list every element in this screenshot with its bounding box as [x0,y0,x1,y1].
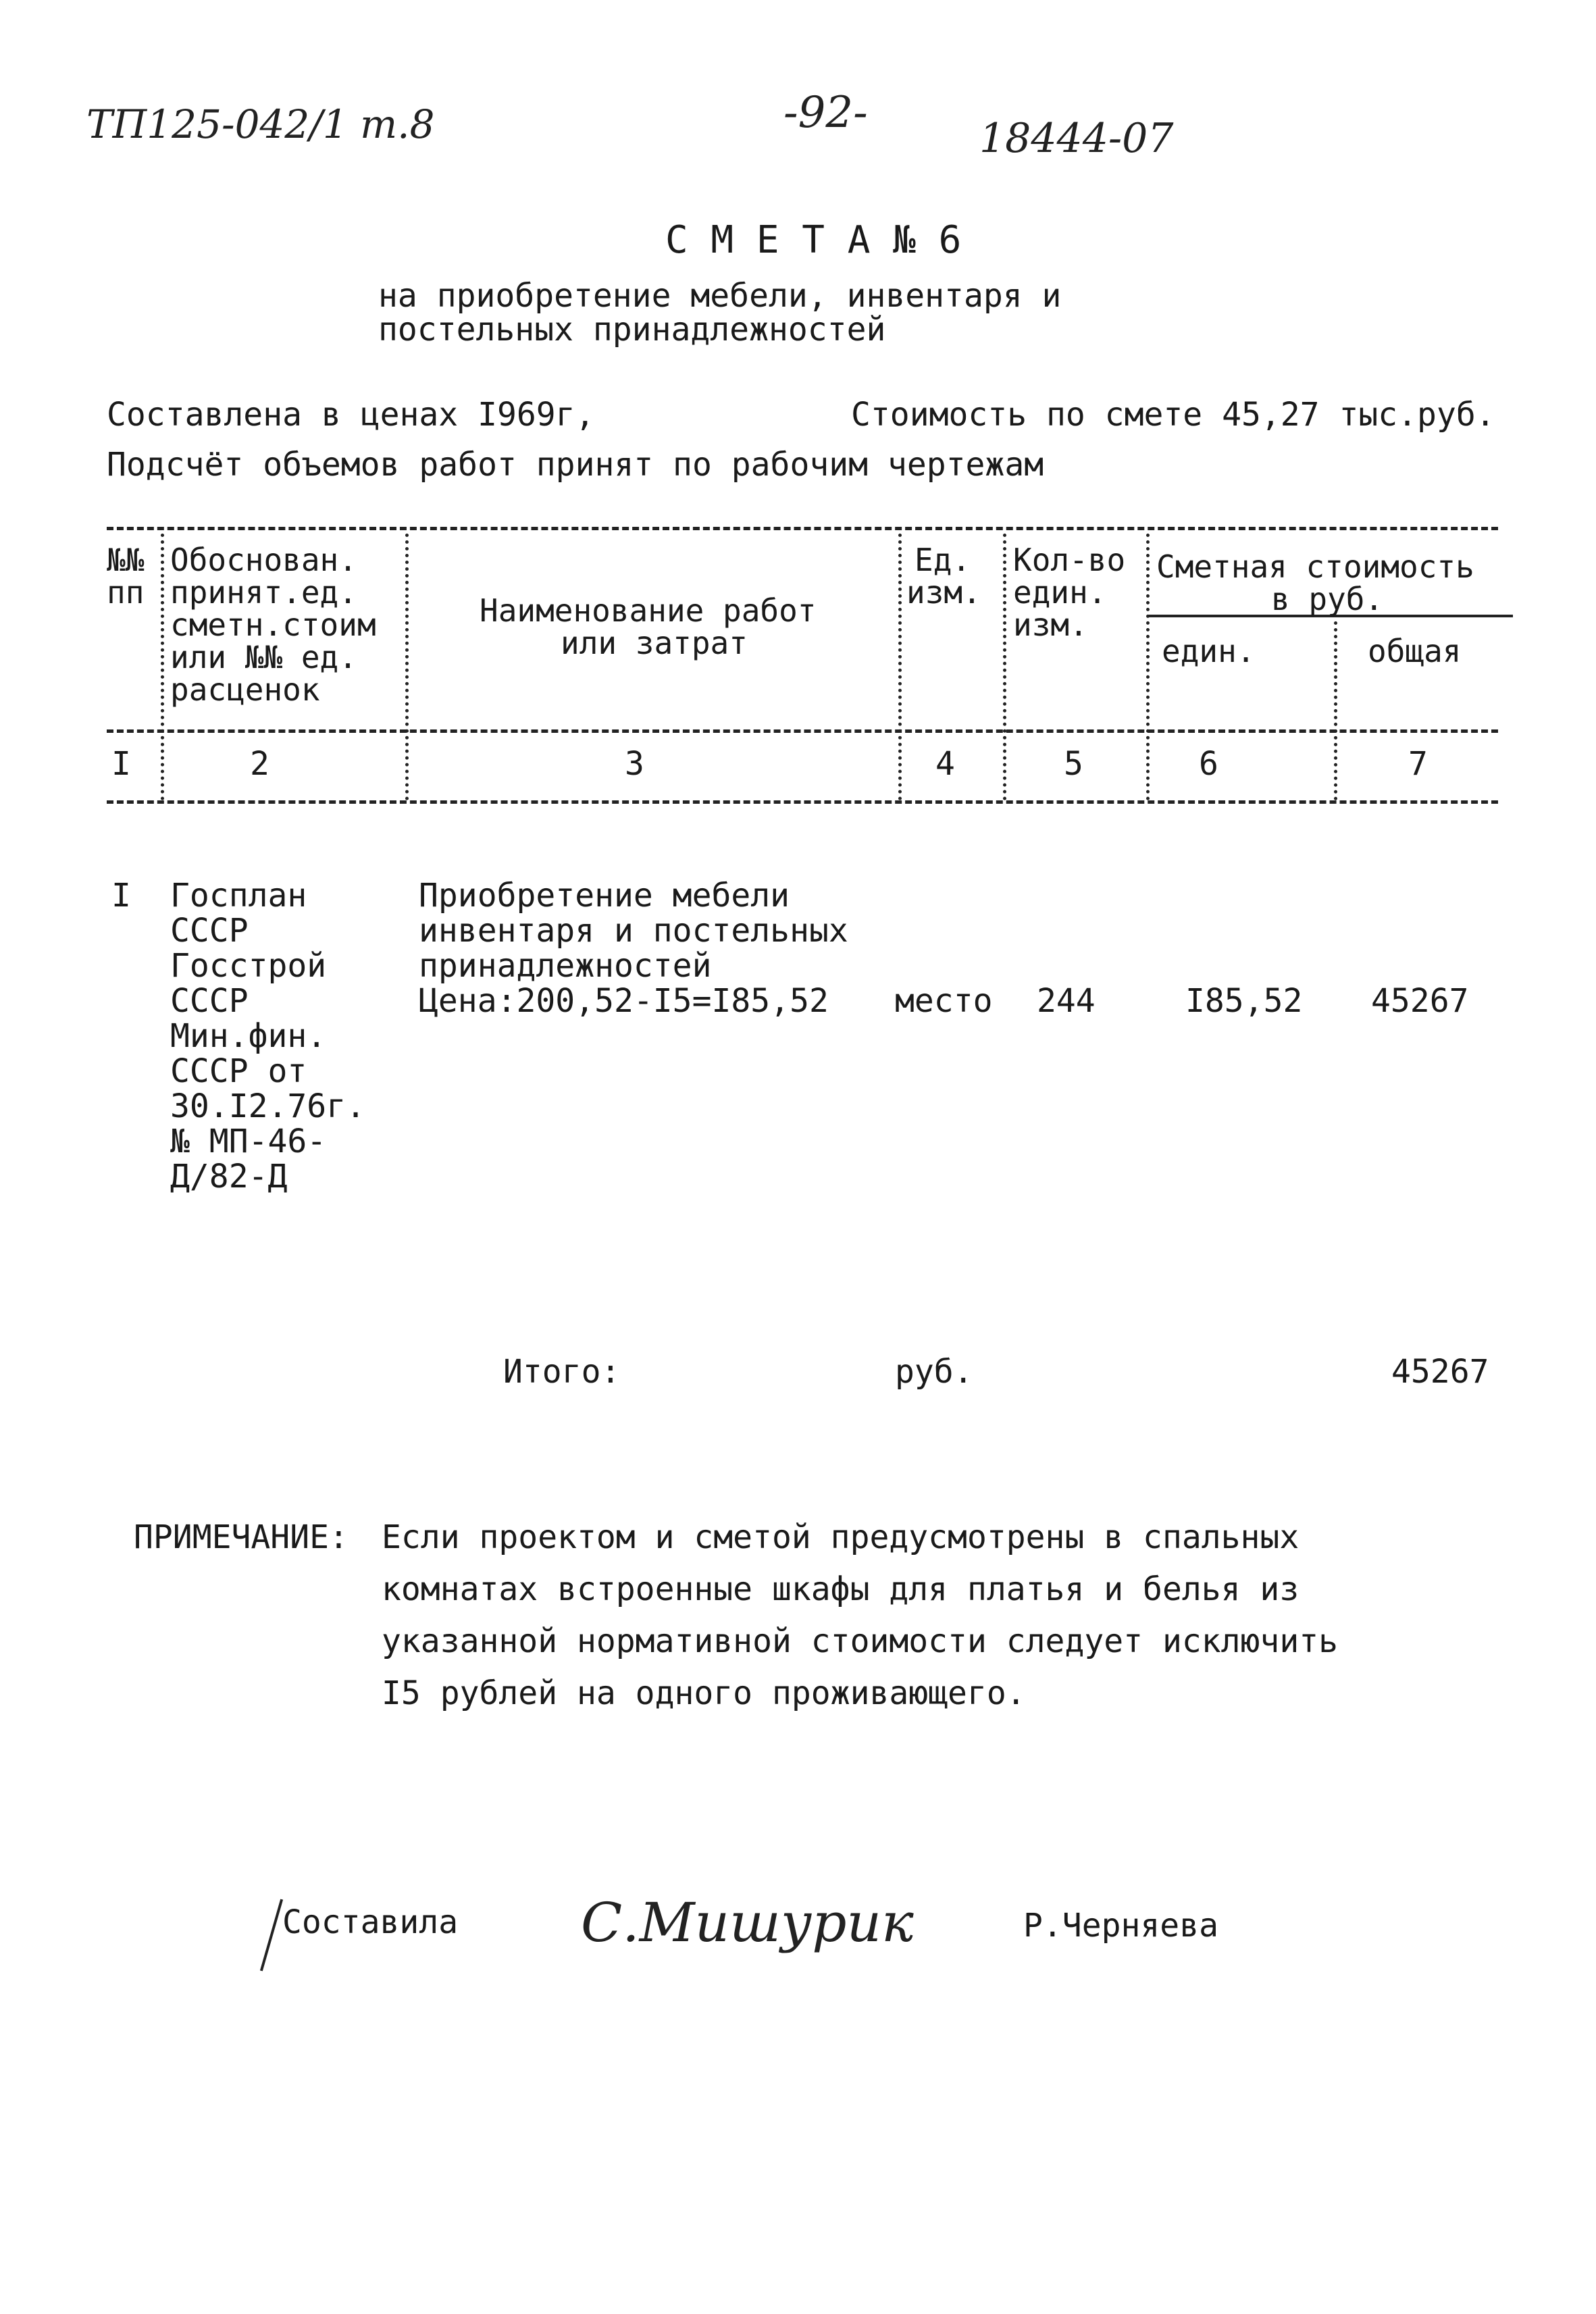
col-separator-4 [1003,534,1006,800]
document-title: С М Е Т А № 6 [665,218,962,262]
row-work-name-line: Приобретение мебели [419,877,790,915]
note-label: ПРИМЕЧАНИЕ: [134,1518,349,1556]
header-basis-line: Обоснован. [170,542,357,578]
handwritten-signature: С.Мишурик [581,1891,914,1954]
column-number: I [111,745,131,783]
row-work-name [419,878,848,1019]
row-basis-line: 30.I2.76г. [170,1087,365,1125]
table-top-rule [107,527,1498,530]
row-basis-line: СССР [170,982,249,1020]
note-text-line1: Если проектом и сметой предусмотрены в спальных [382,1518,1299,1556]
page-number: -92- [783,88,868,138]
total-label: Итого: [503,1353,621,1391]
header-quantity [1013,544,1125,641]
document-subtitle-line2: постельных принадлежностей [378,311,886,349]
col-separator-6 [1334,621,1337,800]
row-basis [170,878,365,1194]
header-work-name [480,594,817,659]
header-cost-group-line: в руб. [1271,581,1384,617]
header-work-name-line: или затрат [561,625,748,661]
row-quantity: 244 [1037,982,1096,1020]
inventory-number: 18444-07 [979,115,1174,162]
row-unit: место [895,982,993,1020]
header-quantity-line: един. [1013,574,1107,611]
signature-role: Составила [282,1903,459,1941]
header-basis-line: расценок [170,671,320,708]
signature-name: Р.Черняева [1023,1907,1218,1945]
row-number: I [111,877,131,915]
header-quantity-line: Кол-во [1013,542,1126,578]
row-basis-line: Госплан [170,877,307,915]
header-unit-line: Ед. [915,542,971,578]
column-number: 4 [935,745,955,783]
total-value: 45267 [1391,1353,1489,1391]
header-cost-group-line: Сметная стоимость [1156,548,1474,585]
note-text-line2: комнатах встроенные шкафы для платья и белья из [382,1570,1299,1608]
header-unit-line: изм. [906,574,981,611]
header-total-cost: общая [1368,633,1462,669]
table-header-bottom-rule [107,729,1498,733]
header-basis [170,544,376,706]
row-work-name-line: инвентаря и постельных [419,912,848,950]
cost-note: Стоимость по смете 45,27 тыс.руб. [851,396,1495,434]
column-number: 5 [1064,745,1083,783]
table-numbers-bottom-rule [107,800,1498,804]
header-row-number [107,544,144,609]
col-separator-3 [898,534,902,800]
document-code: ТП125-042/1 т.8 [86,101,435,147]
header-basis-line: сметн.стоим [170,607,376,643]
row-work-name-line: Цена:200,52-I5=I85,52 [419,982,829,1020]
header-row-number-line: №№ [107,542,145,578]
col-separator-5 [1146,534,1150,800]
row-basis-line: № МП-46- [170,1123,327,1160]
header-unit-cost: един. [1162,633,1256,669]
row-total-cost: 45267 [1371,982,1469,1020]
header-work-name-line: Наименование работ [480,592,817,629]
header-basis-line: принят.ед. [170,574,357,611]
row-basis-line: СССР [170,912,249,950]
header-row-number-line: пп [107,574,145,611]
note-text-line4: I5 рублей на одного проживающего. [382,1674,1026,1712]
header-unit [906,544,981,609]
total-unit: руб. [895,1353,973,1391]
row-basis-line: Госстрой [170,947,327,985]
col-separator-2 [405,534,409,800]
column-number: 7 [1408,745,1428,783]
column-number: 2 [250,745,269,783]
prices-note: Составлена в ценах I969г, [107,396,595,434]
row-work-name-line: принадлежностей [419,947,712,985]
header-cost-group [1156,550,1474,615]
row-basis-line: Д/82-Д [170,1158,288,1195]
column-number: 3 [625,745,644,783]
header-basis-line: или №№ ед. [170,639,357,675]
volume-note: Подсчёт объемов работ принят по рабочим чертежам [107,446,1044,484]
document-subtitle-line1: на приобретение мебели, инвентаря и [378,277,1062,315]
row-unit-cost: I85,52 [1185,982,1303,1020]
signature-slash-mark [260,1899,283,1972]
header-quantity-line: изм. [1013,607,1088,643]
col-separator-1 [161,534,164,800]
row-basis-line: СССР от [170,1052,307,1090]
note-text-line3: указанной нормативной стоимости следует исключить [382,1622,1339,1660]
row-basis-line: Мин.фин. [170,1017,327,1055]
column-number: 6 [1199,745,1218,783]
